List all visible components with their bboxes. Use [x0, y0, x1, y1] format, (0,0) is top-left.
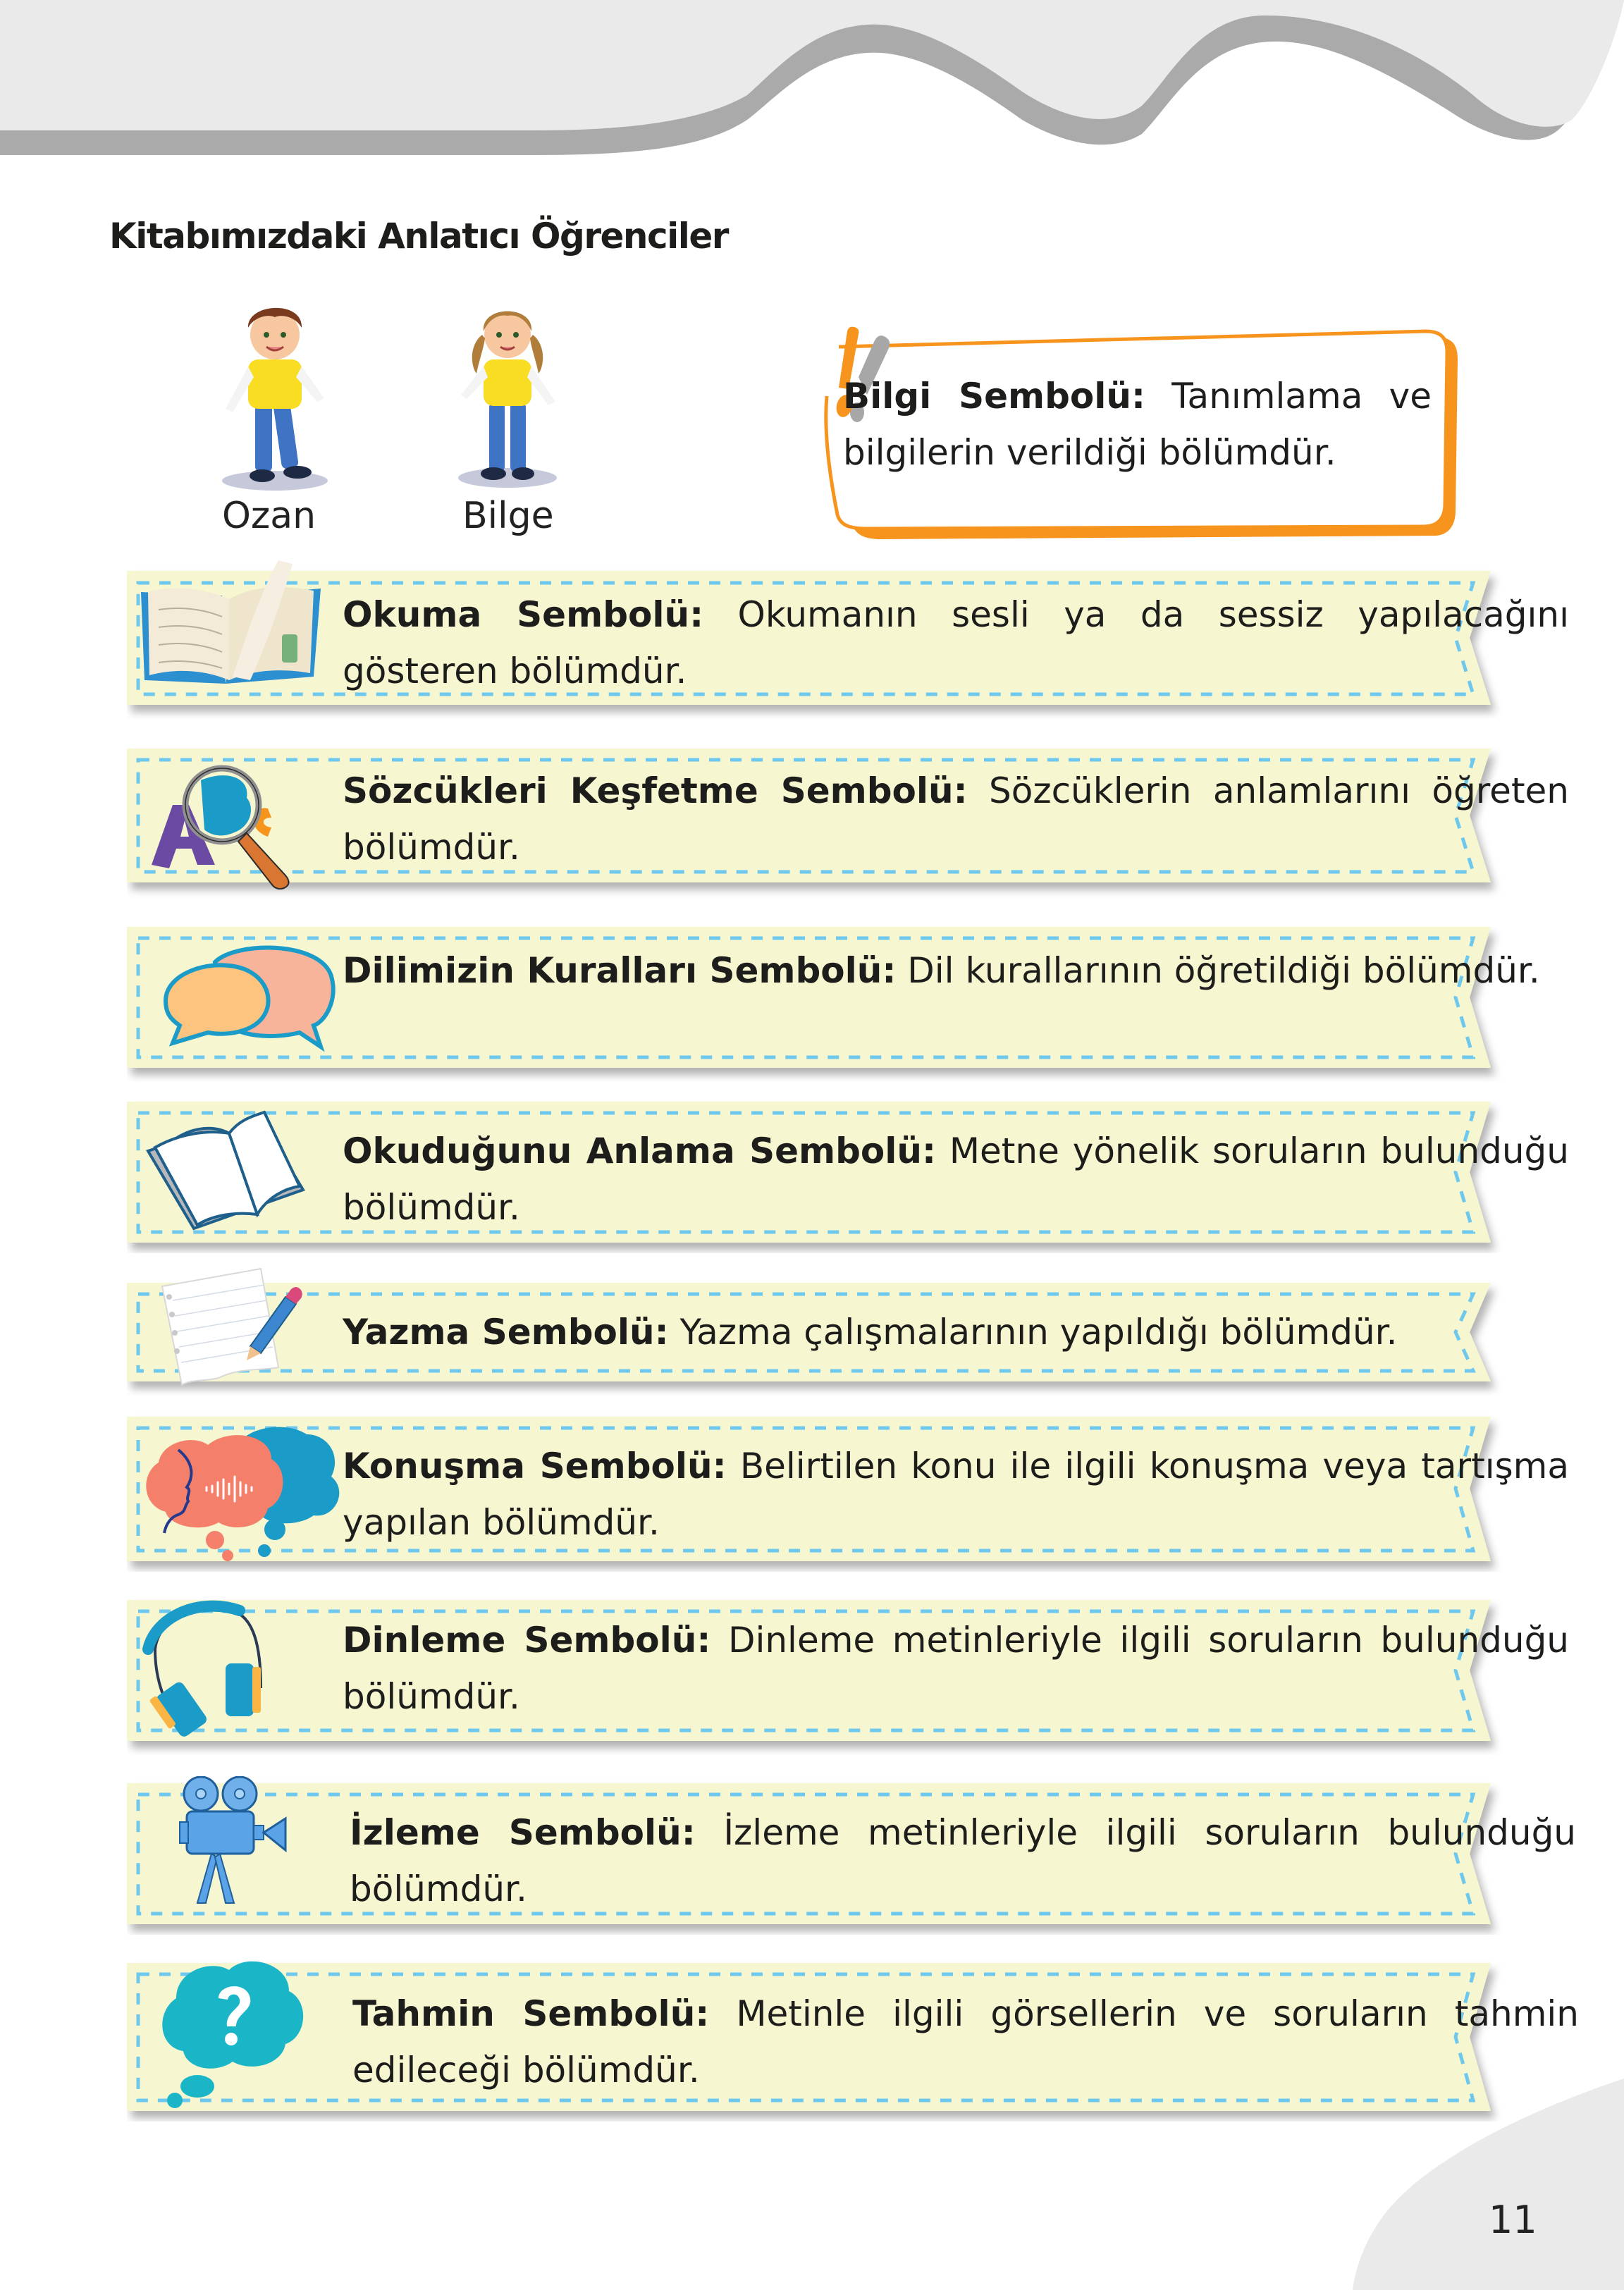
symbol-label: İzleme Sembolü: — [350, 1812, 696, 1853]
symbol-description — [350, 1804, 1576, 1917]
bilge-character-illustration — [437, 296, 578, 493]
symbol-text: Metne yönelik soruların bulunduğu bölümdür. — [343, 1131, 1569, 1228]
symbol-label: Yazma Sembolü: — [343, 1312, 669, 1353]
symbol-description — [343, 1304, 1569, 1360]
question-cloud-icon — [148, 1949, 310, 2111]
speech-bubbles-icon — [159, 941, 342, 1054]
symbol-banner-tahmin — [127, 1956, 1579, 2122]
symbol-label: Konuşma Sembolü: — [343, 1446, 727, 1486]
symbol-banner-okudugunu-anlama — [127, 1095, 1569, 1253]
paper-pencil-icon — [155, 1265, 310, 1392]
info-box-text — [843, 368, 1432, 481]
symbol-text: Sözcüklerin anlamlarını öğreten bölümdür. — [343, 770, 1569, 868]
symbol-banner-konusma — [127, 1410, 1569, 1572]
symbol-label: Sözcükleri Keşfetme Sembolü: — [343, 770, 968, 811]
symbol-description — [343, 1123, 1569, 1236]
symbol-description — [343, 586, 1569, 699]
page-number: 11 — [1489, 2198, 1537, 2242]
abc-magnifier-icon — [148, 763, 303, 889]
ozan-character-illustration — [204, 296, 345, 493]
symbol-label: Tahmin Sembolü: — [352, 1993, 710, 2034]
symbol-banner-yazma — [127, 1276, 1505, 1396]
info-box-description: Tanımlama ve bilgilerin verildiği bölümdür. — [843, 376, 1432, 473]
symbol-description — [343, 763, 1569, 875]
character-name-bilge: Bilge — [462, 495, 554, 537]
headphones-icon — [141, 1596, 282, 1737]
symbol-text: Dinleme metinleriyle ilgili soruların bulunduğu bölümdür. — [343, 1620, 1569, 1717]
symbol-label: Dilimizin Kuralları Sembolü: — [343, 950, 897, 991]
symbol-description — [343, 942, 1569, 999]
book-outline-icon — [141, 1098, 310, 1246]
symbol-label: Okuma Sembolü: — [343, 594, 704, 635]
section-title: Kitabımızdaki Anlatıcı Öğrenciler — [109, 216, 728, 257]
symbol-banner-dilimizin-kurallari — [127, 927, 1540, 1082]
top-wave-decoration — [0, 0, 1624, 162]
symbol-text: İzleme metinleriyle ilgili soruların bulunduğu bölümdür. — [350, 1812, 1576, 1909]
symbol-description — [343, 1612, 1569, 1725]
speaking-cloud-icon — [137, 1420, 349, 1561]
symbol-text: Okumanın sesli ya da sessiz yapılacağını gösteren bölümdür. — [343, 594, 1569, 691]
symbol-label: Okuduğunu Anlama Sembolü: — [343, 1131, 937, 1171]
symbol-banner-dinleme — [127, 1596, 1569, 1755]
film-camera-icon — [176, 1776, 296, 1910]
symbol-description — [343, 1438, 1569, 1551]
info-box-label: Bilgi Sembolü: — [843, 376, 1146, 417]
symbol-text: Belirtilen konu ile ilgili konuşma veya tartışma yapılan bölümdür. — [343, 1446, 1569, 1543]
character-name-ozan: Ozan — [222, 495, 316, 537]
symbol-banner-izleme — [127, 1776, 1576, 1935]
symbol-banner-okuma — [127, 557, 1569, 719]
symbol-text: Yazma çalışmalarının yapıldığı bölümdür. — [668, 1312, 1398, 1353]
open-book-icon — [134, 557, 345, 691]
symbol-text: Metinle ilgili görsellerin ve soruların tahmin edileceği bölümdür. — [352, 1993, 1579, 2091]
corner-wave-decoration — [1328, 2079, 1624, 2290]
symbol-label: Dinleme Sembolü: — [343, 1620, 711, 1661]
symbol-text: Dil kurallarının öğretildiği bölümdür. — [896, 950, 1540, 991]
symbol-banner-sozcukleri-kesfetme — [127, 741, 1569, 904]
